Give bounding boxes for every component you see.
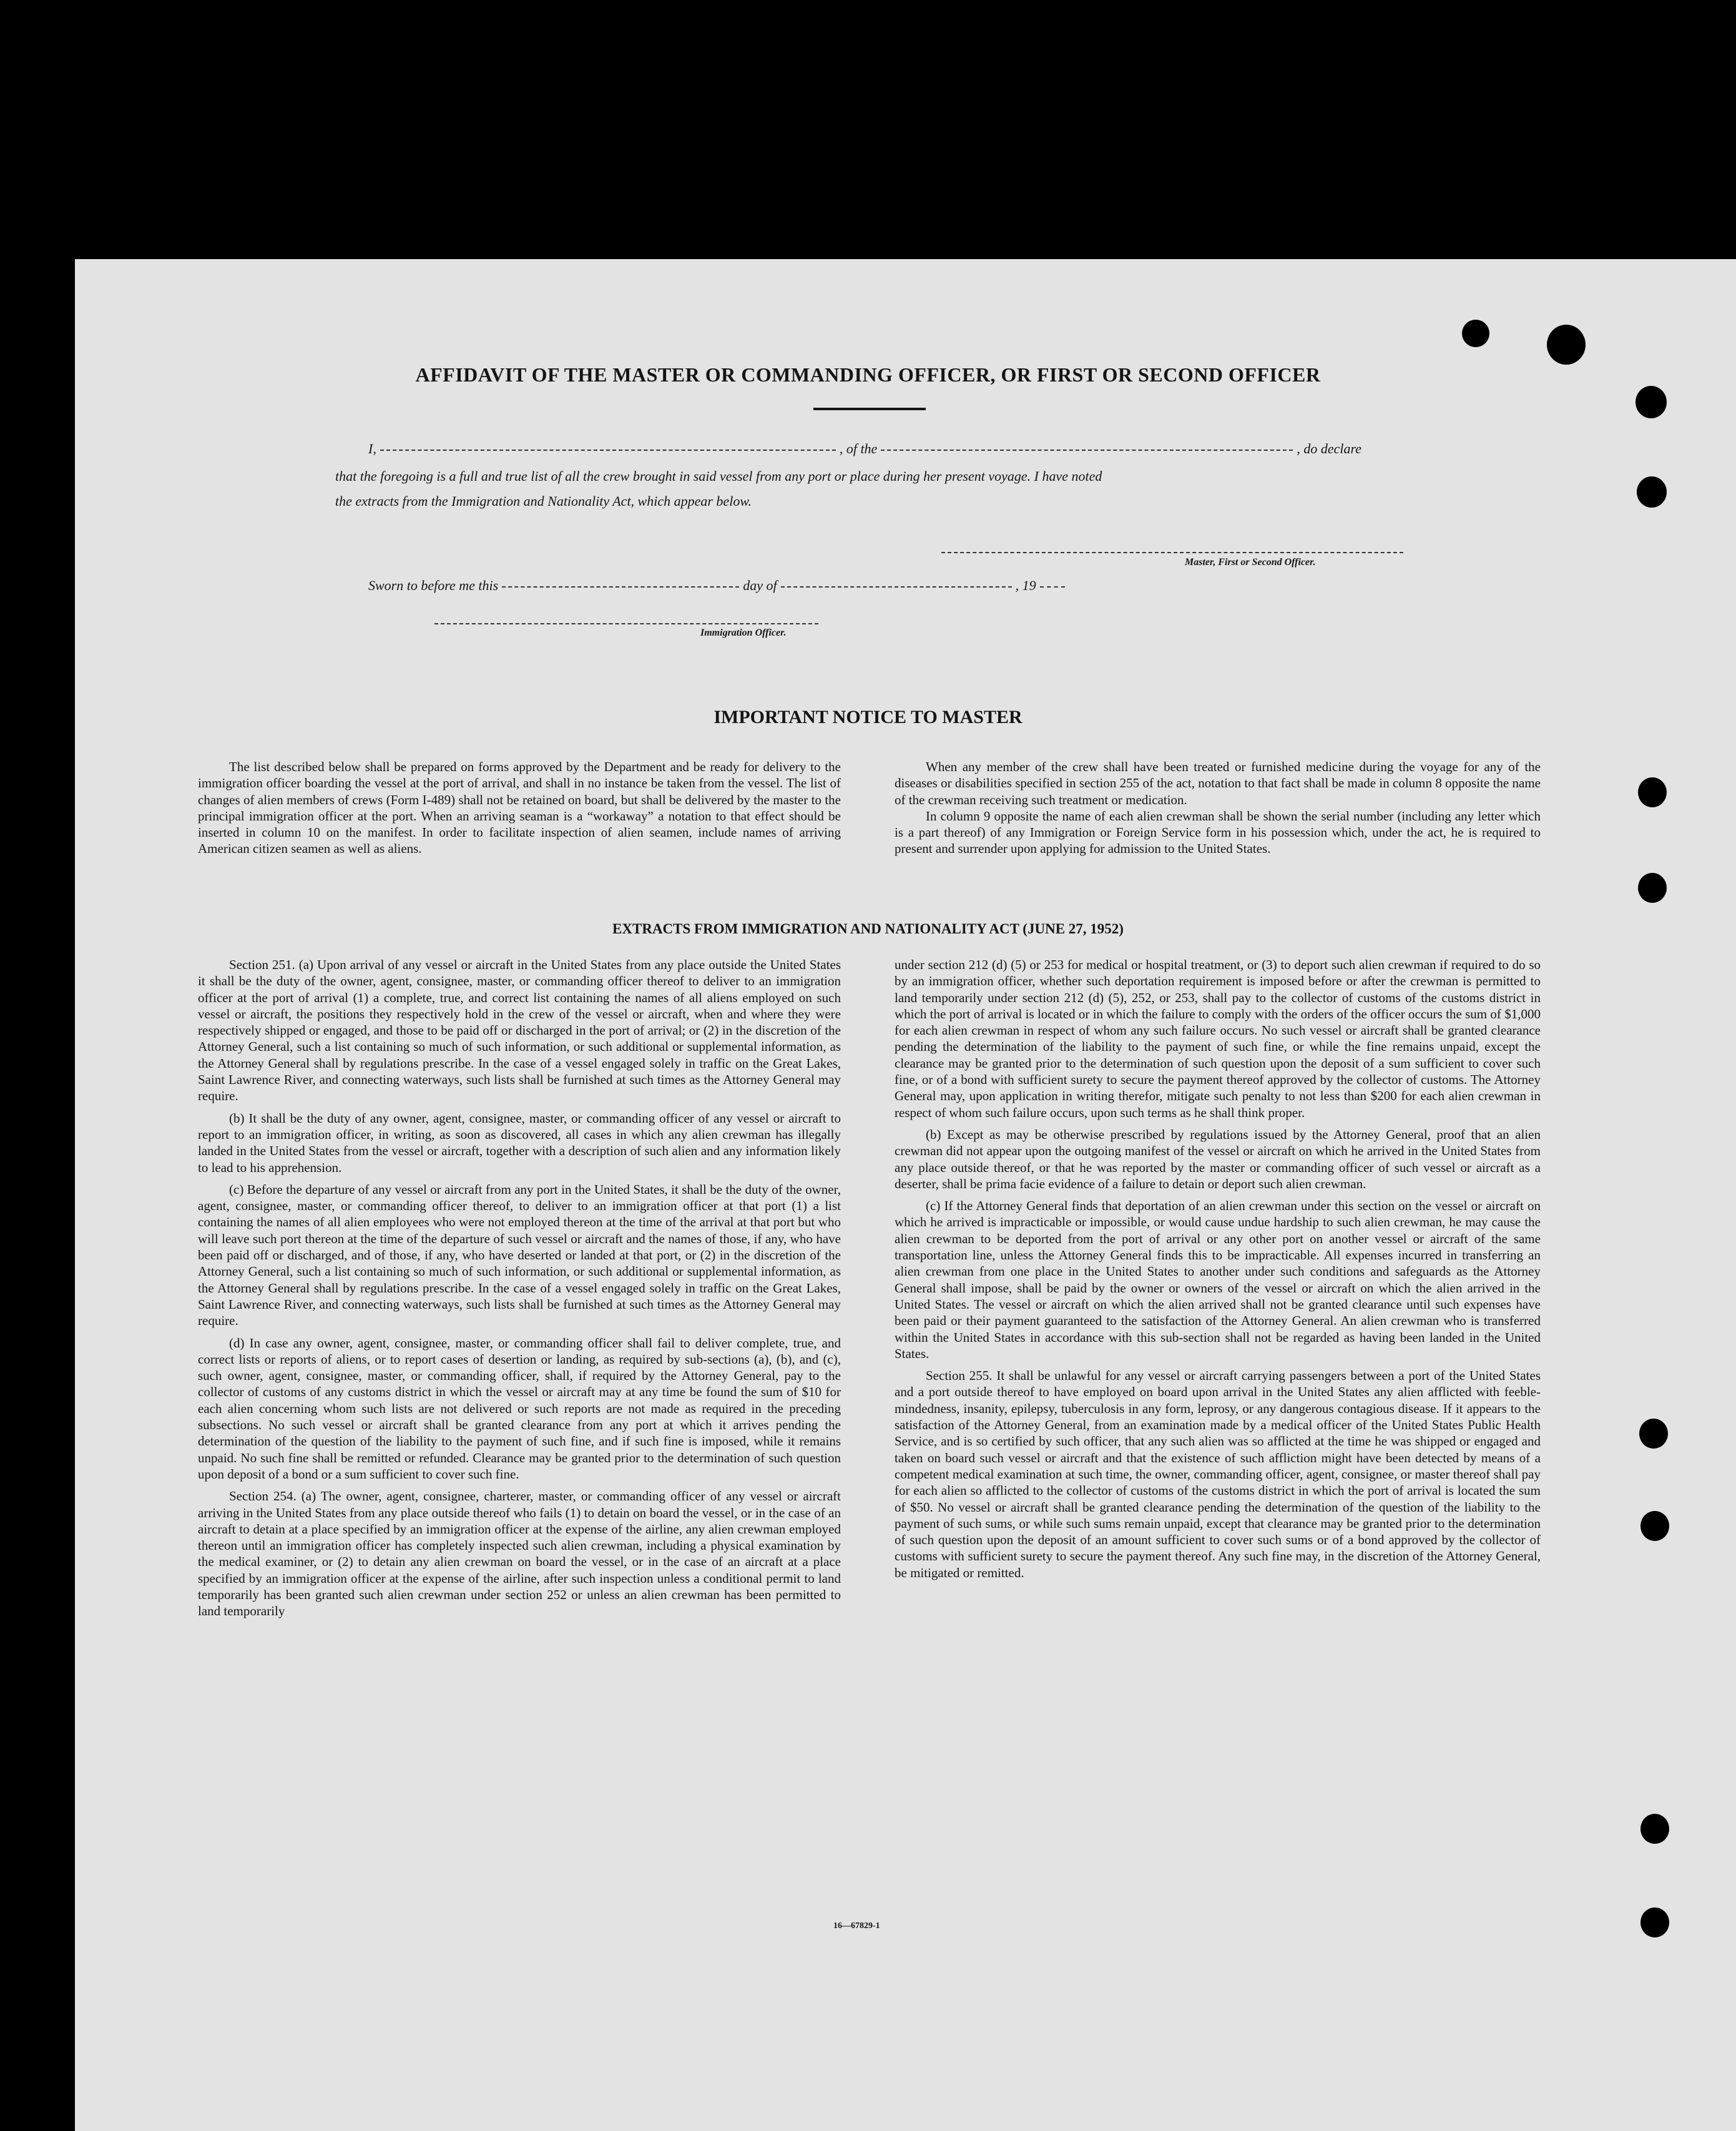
year-label: , 19: [1015, 578, 1036, 593]
act-paragraph: under section 212 (d) (5) or 253 for medical or hospital treatment, or (3) to deport such alien crewman if required to do so by an immigration officer, whether such deportation requirement is imposed before or after the crewman is permitted to land temporarily under section 212 (d) (5), 252, or 253, shall pay to the collector of customs of the customs district in which the port of arrival is located or in which the failure to comply with the orders of the officer occurs the sum of $1,000 for each alien crewman in respect of whom any such failure occurs. No such vessel or aircraft shall be granted clearance pending the determination of the liability to the payment of such fine, or while the fine remains unpaid, except the clearance may be granted prior to the determination of such question upon the deposit of a sum sufficient to cover such fine, or of a bond with sufficient surety to secure the payment thereof approved by the collector of customs. The Attorney General may, upon application in writing therefor, mitigate such penalty to not less than $200 for each alien crewman in respect of whom such failure occurs, upon such terms as he shall think proper.: [895, 957, 1541, 1120]
act-paragraph: Section 255. It shall be unlawful for any vessel or aircraft carrying passengers between a port of the United States and a port outside thereof to have employed on board upon arrival in the United States any alien afflicted with feeble-mindedness, insanity, epilepsy, tuberculosis in any form, leprosy, or any dangerous contagious disease. If it appears to the satisfaction of the Attorney General, from an examination made by a medical officer of the United States Public Health Service, and is so certified by such officer, that any such alien was so afflicted at the time he was shipped or engaged and taken on board such vessel or aircraft and that the existence of such affliction might have been detected by means of a competent medical examination at such time, the owner, commanding officer, agent, consignee, or master thereof shall pay for each alien so afflicted to the collector of customs of the customs district in which the port of arrival is located the sum of $50. No vessel or aircraft shall be granted clearance pending the determination of the question of the liability to the payment of such sums, or while such sums remain unpaid, except that clearance may be granted prior to the determination of such question upon the deposit of an amount sufficient to cover such sums or of a bond approved by the collector of customs with sufficient surety to secure the payment thereof. Any such fine may, in the discretion of the Attorney General, be mitigated or remitted.: [895, 1368, 1541, 1580]
punch-hole: [1462, 320, 1489, 347]
notice-paragraph: The list described below shall be prepared on forms approved by the Department and be ready for delivery to the immigration officer boarding the vessel at the port of arrival, and shall in no instance be taken from the vessel. The list of changes of alien members of crews (Form I-489) shall not be retained on board, but shall be delivered by the master to the principal immigration officer at the port. When an arriving seaman is a “workaway” a notation to that effect should be inserted in column 10 on the manifest. In order to facilitate inspection of alien seamen, include names of arriving American citizen seamen as well as aliens.: [198, 759, 841, 857]
do-declare-label: , do declare: [1297, 441, 1361, 456]
act-paragraph: Section 251. (a) Upon arrival of any vessel or aircraft in the United States from any place outside the United States it shall be the duty of the owner, agent, consignee, master, or commanding officer thereof to deliver to an immigration officer at the port of arrival (1) a complete, true, and correct list containing the names of all aliens employed on such vessel or aircraft, the positions they respectively hold in the crew of the vessel or aircraft, when and where they were respectively shipped or engaged, and those to be paid off or discharged in the port of arrival; or (2) in the discretion of the Attorney General, such a list containing so much of such information, or such additional or supplemental information, as the Attorney General shall by regulations prescribe. In the case of a vessel engaged solely in traffic on the Great Lakes, Saint Lawrence River, and connecting waterways, such lists shall be furnished at such times as the Attorney General may require.: [198, 957, 841, 1104]
master-signature-line[interactable]: [941, 552, 1403, 553]
form-number: 16—67829-1: [833, 1921, 880, 1931]
act-paragraph: (c) Before the departure of any vessel or aircraft from any port in the United States, it shall be the duty of the owner, agent, consignee, master, or commanding officer thereof, to deliver to an immigration officer at that port (1) a list containing the names of all alien employees who were not employed thereon at the time of the arrival at that port but who will leave such port thereon at the time of the departure of such vessel or aircraft and the names of those, if any, who have been paid off or discharged, and of those, if any, who have deserted or landed at that port, or (2) in the discretion of the Attorney General, such a list containing so much of such information, or such additional or supplemental information, as the Attorney General shall by regulations prescribe. In the case of a vessel engaged solely in traffic on the Great Lakes, Saint Lawrence River, and connecting waterways, such lists shall be furnished at such times as the Attorney General may require.: [198, 1181, 841, 1329]
notice-left-column: [198, 759, 841, 863]
act-paragraph: Section 254. (a) The owner, agent, consignee, charterer, master, or commanding officer of any vessel or aircraft arriving in the United States from any place outside thereof who fails (1) to detain on board the vessel, or in the case of an aircraft to detain at a place specified by an immigration officer at the expense of the airline, any alien crewman employed thereon until an immigration officer has completely inspected such alien crewman, including a physical examination by the medical examiner, or (2) to detain any alien crewman on board the vessel, or in the case of an aircraft at a place specified by an immigration officer at the expense of the airline, after such inspection unless a conditional permit to land temporarily has been granted such alien crewman under section 252 or unless an alien crewman has been permitted to land temporarily: [198, 1489, 841, 1619]
officer-caption: Immigration Officer.: [700, 627, 787, 638]
vessel-field[interactable]: [881, 449, 1293, 451]
sworn-day-field[interactable]: [502, 586, 739, 588]
title-rule: [813, 408, 926, 410]
name-field[interactable]: [380, 449, 836, 451]
punch-hole: [1547, 325, 1586, 365]
punch-hole: [1638, 777, 1667, 807]
sworn-month-field[interactable]: [781, 586, 1012, 588]
declaration-line: [368, 441, 1361, 457]
act-paragraph: (b) It shall be the duty of any owner, agent, consignee, master, or commanding officer of any vessel or aircraft to report to an immigration officer, in writing, as soon as discovered, all cases in which any alien crewman has illegally landed in the United States from the vessel or aircraft, together with a description of such alien and any information likely to lead to his apprehension.: [198, 1110, 841, 1175]
punch-hole: [1638, 873, 1667, 903]
notice-paragraph: In column 9 opposite the name of each alien crewman shall be shown the serial number (including any letter which is a part thereof) of any Immigration or Foreign Service form in his possession which, under the act, he is required to present and surrender upon applying for admission to the United States.: [895, 808, 1541, 857]
punch-hole: [1640, 1907, 1669, 1937]
notice-paragraph: When any member of the crew shall have been treated or furnished medicine during the voyage for any of the diseases or disabilities specified in section 255 of the act, notation to that fact shall be made in column 8 opposite the name of the crewman receiving such treatment or medication.: [895, 759, 1541, 807]
extracts-left-column: [198, 957, 841, 1625]
i-label: I,: [368, 441, 376, 456]
punch-hole: [1640, 1511, 1669, 1541]
officer-signature-line[interactable]: [434, 623, 818, 624]
punch-hole: [1637, 476, 1667, 508]
notice-title: IMPORTANT NOTICE TO MASTER: [714, 707, 1022, 727]
act-paragraph: (b) Except as may be otherwise prescribed by regulations issued by the Attorney General, proof that an alien crewman did not appear upon the outgoing manifest of the vessel or aircraft on which he arrived in the United States from any place outside thereof, or that he was reported by the master or commanding officer of such vessel or aircraft as a deserter, shall be prima facie evidence of a failure to detain or deport such alien crewman.: [895, 1126, 1541, 1191]
sworn-year-field[interactable]: [1040, 586, 1065, 588]
affidavit-title: AFFIDAVIT OF THE MASTER OR COMMANDING OFFICER, OR FIRST OR SECOND OFFICER: [415, 363, 1321, 386]
sworn-label: Sworn to before me this: [368, 578, 499, 593]
punch-hole: [1640, 1814, 1669, 1844]
punch-hole: [1635, 386, 1667, 418]
extracts-title: EXTRACTS FROM IMMIGRATION AND NATIONALITY ACT (JUNE 27, 1952): [612, 921, 1124, 937]
day-of-label: day of: [743, 578, 777, 593]
act-paragraph: (d) In case any owner, agent, consignee, master, or commanding officer shall fail to deliver complete, true, and correct lists or reports of aliens, or to report cases of desertion or landing, as required by sub-sections (a), (b), and (c), such owner, agent, consignee, master, or commanding officer, shall, if required by the Attorney General, pay to the collector of customs of any customs district in which the vessel or aircraft may at any time be found the sum of $10 for each alien concerning whom such lists are not delivered or such reports are not made as required in the preceding subsections. No such vessel or aircraft shall be granted clearance from any port at which it arrives pending the determination of the question of the liability to the payment of such fine, and if such fine is imposed, while it remains unpaid. No such fine shall be remitted or refunded. Clearance may be granted prior to the determination of such question upon deposit of a bond or a sum sufficient to cover such fine.: [198, 1335, 841, 1482]
act-paragraph: (c) If the Attorney General finds that deportation of an alien crewman under this section on the vessel or aircraft on which he arrived is impracticable or impossible, or would cause undue hardship to such alien crewman, he may cause the alien crewman to be deported from the port of arrival or any other port on another vessel or aircraft of the same transportation line, unless the Attorney General finds this to be impracticable. All expenses incurred in transferring an alien crewman from one place in the United States to another under such conditions and safeguards as the Attorney General shall impose, shall be paid by the owner or owners of the vessel or aircraft on which the alien arrived in the United States. The vessel or aircraft on which the alien arrived shall not be granted clearance until such expenses have been paid or their payment guaranteed to the satisfaction of the Attorney General. An alien crewman who is transferred within the United States in accordance with this sub-section shall not be regarded as having been landed in the United States.: [895, 1198, 1541, 1361]
sworn-line: [368, 578, 1069, 594]
punch-hole: [1639, 1419, 1668, 1449]
statement-line-2: the extracts from the Immigration and Nationality Act, which appear below.: [335, 493, 752, 509]
statement-line-1: that the foregoing is a full and true list of all the crew brought in said vessel from any port or place during her present voyage. I have noted: [335, 468, 1102, 484]
notice-right-column: [895, 759, 1541, 863]
extracts-right-column: [895, 957, 1541, 1587]
of-the-label: , of the: [839, 441, 878, 456]
master-caption: Master, First or Second Officer.: [1185, 557, 1316, 568]
